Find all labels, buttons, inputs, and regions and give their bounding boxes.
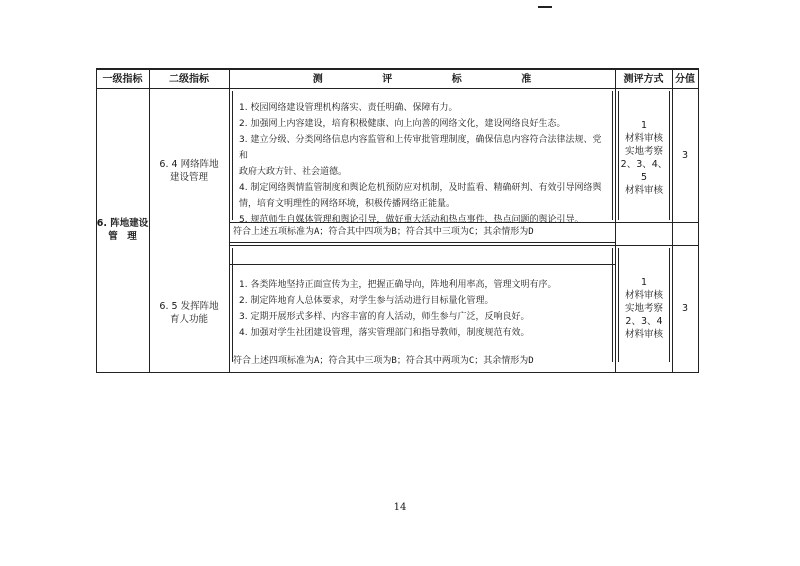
level1-line2: 管 理 xyxy=(108,231,137,242)
method-6-4 xyxy=(619,108,669,208)
standard-item: 4. 制定网络舆情监管制度和舆论危机预防应对机制，及时监看、精确研判、有效引导网络舆 xyxy=(239,183,602,193)
evaluation-table xyxy=(96,68,699,395)
level2-indicator-6-4 xyxy=(149,158,229,198)
header-standard-text: 测 评 标 准 xyxy=(312,73,560,85)
standard-item: 5. 规范师生自媒体管理和舆论引导，做好重大活动和热点事件、热点问题的舆论引导。 xyxy=(239,215,584,225)
level2-line2: 育人功能 xyxy=(169,314,208,325)
page-number: 14 xyxy=(393,502,407,513)
header-level1: 一级指标 xyxy=(102,73,143,85)
method-line: 材料审核 xyxy=(624,185,663,196)
method-line: 材料审核 xyxy=(624,133,663,144)
level2-line2: 建设管理 xyxy=(169,172,208,183)
standard-item: 1. 各类阵地坚持正面宣传为主，把握正确导向，阵地利用率高，管理文明有序。 xyxy=(239,280,557,290)
standards-6-5 xyxy=(233,273,613,363)
header-level2: 二级指标 xyxy=(169,73,209,85)
standards-6-4 xyxy=(233,96,613,225)
method-line: 1 xyxy=(640,120,648,131)
header-method: 测评方式 xyxy=(623,73,664,85)
standard-item: 2. 制定阵地育人总体要求，对学生参与活动进行目标量化管理。 xyxy=(239,296,494,306)
standard-item: 2. 加强网上内容建设，培育积极健康、向上向善的网络文化，建设网络良好生态。 xyxy=(239,119,566,129)
level2-line1: 6. 5 发挥阵地 xyxy=(159,301,219,312)
method-line: 2、3、4 xyxy=(625,315,663,327)
standard-item: 3. 建立分级、分类网络信息内容监管和上传审批管理制度，确保信息内容符合法律法规、党和 xyxy=(239,135,602,161)
standard-item: 4. 加强对学生社团建设管理，落实管理部门和指导教师，制度规范有效。 xyxy=(239,328,530,338)
standard-item: 3. 定期开展形式多样、内容丰富的育人活动，师生参与广泛，反响良好。 xyxy=(239,312,530,322)
method-line: 实地考察 xyxy=(624,146,663,157)
method-line: 实地考察 xyxy=(624,302,663,314)
score-6-4: 3 xyxy=(681,149,689,161)
header-score: 分值 xyxy=(675,73,695,85)
method-line: 1 xyxy=(640,276,648,288)
top-mark xyxy=(538,6,552,8)
grading-rule-6-5: 符合上述四项标准为A；符合其中三项为B；符合其中两项为C；其余情形为D xyxy=(233,356,534,366)
method-line: 材料审核 xyxy=(624,289,663,301)
standard-item: 情，培育文明理性的网络环境，积极传播网络正能量。 xyxy=(239,199,456,209)
method-6-5 xyxy=(619,258,669,358)
standard-item: 1. 校园网络建设管理机构落实、责任明确、保障有力。 xyxy=(239,103,458,113)
level1-indicator xyxy=(96,88,149,372)
method-line: 2、3、4、5 xyxy=(620,159,668,183)
method-line: 材料审核 xyxy=(624,328,663,340)
standard-item: 政府大政方针、社会道德。 xyxy=(239,167,348,177)
header-standard xyxy=(229,70,615,88)
level2-line1: 6. 4 网络阵地 xyxy=(159,159,219,170)
level1-line1: 6. 阵地建设 xyxy=(96,218,149,229)
level2-indicator-6-5 xyxy=(149,300,229,340)
grading-rule-6-4: 符合上述五项标准为A；符合其中四项为B；符合其中三项为C；其余情形为D xyxy=(233,227,534,237)
score-6-5: 3 xyxy=(681,303,689,314)
